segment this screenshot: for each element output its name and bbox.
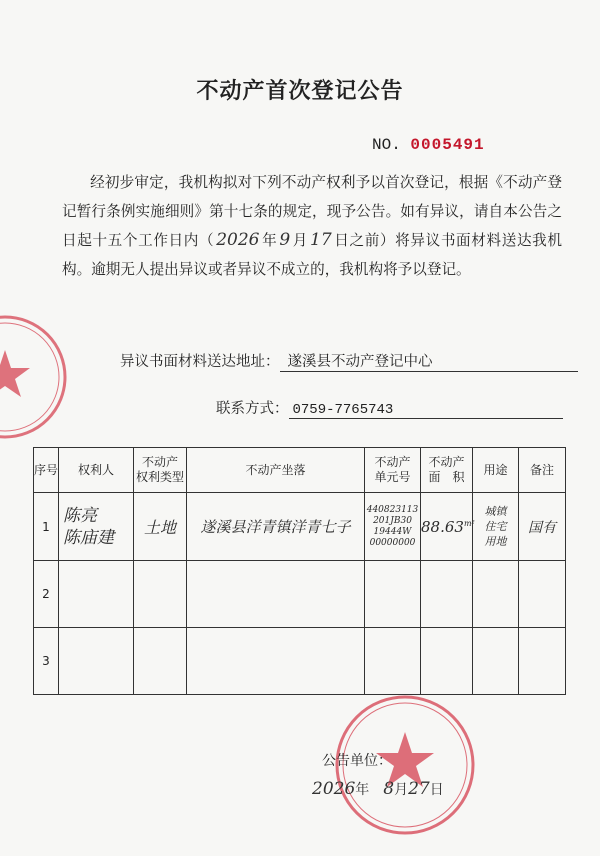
deadline-year-unit: 年 — [261, 232, 278, 249]
row-seq: 1 — [34, 493, 59, 561]
issue-month: 8 — [383, 779, 395, 799]
row-holder: 陈亮 陈庙建 — [59, 493, 134, 561]
header-holder: 权利人 — [59, 448, 134, 493]
contact-label: 联系方式： — [216, 401, 289, 417]
row-seq: 2 — [34, 561, 59, 628]
issue-day: 27 — [408, 779, 430, 799]
issuer-label: 公告单位： — [322, 753, 392, 769]
contact-phone: 0759-7765743 — [289, 402, 563, 419]
body-text-b: 日之前）将异议书面材料送达我机构。逾期无人提出异议或者异议不成立的，我机构将予以登记。 — [62, 232, 562, 278]
table-header-row — [34, 448, 566, 493]
notice-number-value: 0005491 — [410, 136, 485, 154]
header-area: 不动产 面 积 — [421, 448, 473, 493]
notice-number — [372, 136, 485, 154]
registration-table — [33, 447, 566, 695]
row-area: $88.63^{m^2}$ — [421, 493, 473, 561]
table-row — [34, 493, 566, 561]
header-right-type: 不动产 权利类型 — [134, 448, 187, 493]
row-use: 城镇 住宅 用地 — [473, 493, 519, 561]
page-title: 不动产首次登记公告 — [196, 79, 404, 104]
header-use: 用途 — [473, 448, 519, 493]
objection-address-label: 异议书面材料送达地址： — [120, 354, 280, 370]
contact-info — [216, 397, 563, 419]
header-note: 备注 — [519, 448, 566, 493]
official-seal-left — [0, 312, 70, 442]
deadline-day: 17 — [310, 230, 332, 250]
row-unit-no: 440823113 201JB30 19444W 00000000 — [365, 493, 421, 561]
header-seq: 序号 — [34, 448, 59, 493]
table-row — [34, 628, 566, 695]
row-right-type: 土地 — [134, 493, 187, 561]
row-seq: 3 — [34, 628, 59, 695]
body-text-a: 经初步审定，我机构拟对下列不动产权利予以首次登记，根据《不动产登记暂行条例实施细则》第十七条的规定，现予公告。如有异议，请自本公告之日起十五个工作日内（ — [62, 174, 562, 249]
header-location: 不动产坐落 — [187, 448, 365, 493]
deadline-year: 2026 — [216, 230, 260, 250]
notice-number-prefix: NO. — [372, 136, 401, 154]
objection-address — [120, 350, 578, 372]
issue-date: 2026年 8月27日 — [312, 779, 444, 799]
deadline-month: 9 — [279, 230, 291, 250]
notice-body — [62, 168, 562, 284]
issue-year: 2026 — [312, 779, 356, 799]
table-row — [34, 561, 566, 628]
row-note: 国有 — [519, 493, 566, 561]
objection-address-value: 遂溪县不动产登记中心 — [280, 350, 578, 372]
deadline-month-unit: 月 — [292, 232, 309, 249]
header-unit-no: 不动产 单元号 — [365, 448, 421, 493]
row-location: 遂溪县洋青镇洋青七子 — [187, 493, 365, 561]
seal-star-icon — [0, 350, 30, 397]
